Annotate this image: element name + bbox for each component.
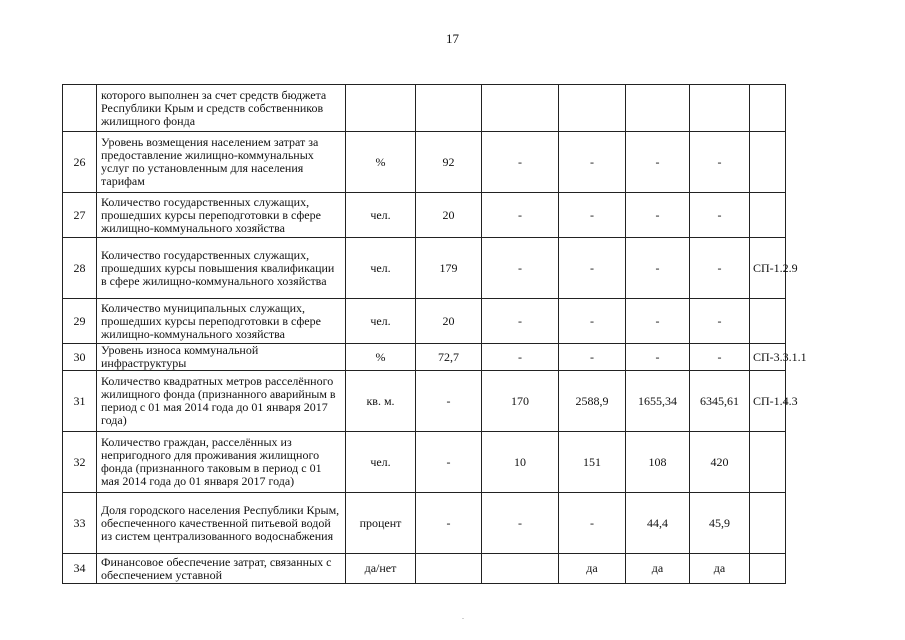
- year-3-value: 1655,34: [626, 371, 690, 432]
- table-row: [63, 371, 786, 432]
- year-1-value: -: [482, 193, 559, 238]
- unit-cell: да/нет: [346, 554, 416, 584]
- indicator-name: Доля городского населения Республики Крым, обеспеченного качественной питьевой водой из систем централизованного водоснабжения: [97, 493, 346, 554]
- year-1-value: [482, 85, 559, 132]
- year-2-value: да: [559, 554, 626, 584]
- year-4-value: 420: [690, 432, 750, 493]
- unit-cell: %: [346, 132, 416, 193]
- year-2-value: [559, 85, 626, 132]
- indicator-name: Количество государственных служащих, прошедших курсы переподготовки в сфере жилищно-коммунального хозяйства: [97, 193, 346, 238]
- year-2-value: -: [559, 132, 626, 193]
- year-1-value: 10: [482, 432, 559, 493]
- unit-cell: кв. м.: [346, 371, 416, 432]
- year-1-value: -: [482, 493, 559, 554]
- reference-code: [750, 132, 786, 193]
- row-number: 28: [63, 238, 97, 299]
- year-2-value: 151: [559, 432, 626, 493]
- year-1-value: [482, 554, 559, 584]
- reference-code: СП-1.2.9: [750, 238, 786, 299]
- base-value: 179: [416, 238, 482, 299]
- indicator-name: Количество квадратных метров расселённого жилищного фонда (признанного аварийным в период с 01 мая 2014 года до 01 января 2017 года): [97, 371, 346, 432]
- scan-mark: .: [462, 612, 464, 621]
- unit-cell: чел.: [346, 238, 416, 299]
- table-row: [63, 493, 786, 554]
- year-3-value: 108: [626, 432, 690, 493]
- indicators-table: [62, 84, 807, 584]
- year-3-value: [626, 85, 690, 132]
- year-4-value: 45,9: [690, 493, 750, 554]
- year-1-value: 170: [482, 371, 559, 432]
- row-number: 29: [63, 299, 97, 344]
- base-value: 20: [416, 299, 482, 344]
- unit-cell: [346, 85, 416, 132]
- year-4-value: [690, 85, 750, 132]
- reference-code: [750, 554, 786, 584]
- table-row: [63, 132, 786, 193]
- year-1-value: -: [482, 132, 559, 193]
- year-2-value: -: [559, 344, 626, 371]
- year-2-value: -: [559, 193, 626, 238]
- base-value: 20: [416, 193, 482, 238]
- indicator-name: Количество муниципальных служащих, прошедших курсы переподготовки в сфере жилищно-коммунального хозяйства: [97, 299, 346, 344]
- year-2-value: -: [559, 299, 626, 344]
- indicator-name: Количество государственных служащих, прошедших курсы повышения квалификации в сфере жилищно-коммунального хозяйства: [97, 238, 346, 299]
- year-4-value: да: [690, 554, 750, 584]
- table-row: [63, 344, 786, 371]
- year-3-value: -: [626, 193, 690, 238]
- row-number: [63, 85, 97, 132]
- year-4-value: -: [690, 238, 750, 299]
- table-row: [63, 299, 786, 344]
- year-3-value: -: [626, 132, 690, 193]
- row-number: 27: [63, 193, 97, 238]
- row-number: 32: [63, 432, 97, 493]
- unit-cell: чел.: [346, 193, 416, 238]
- indicator-name: Уровень возмещения населением затрат за предоставление жилищно-коммунальных услуг по установленным для населения тарифам: [97, 132, 346, 193]
- year-4-value: -: [690, 132, 750, 193]
- row-number: 30: [63, 344, 97, 371]
- year-2-value: -: [559, 493, 626, 554]
- unit-cell: %: [346, 344, 416, 371]
- table-row: [63, 432, 786, 493]
- base-value: 92: [416, 132, 482, 193]
- reference-code: [750, 493, 786, 554]
- year-2-value: -: [559, 238, 626, 299]
- reference-code: СП-3.3.1.1: [750, 344, 786, 371]
- reference-code: [750, 193, 786, 238]
- row-number: 33: [63, 493, 97, 554]
- year-1-value: -: [482, 344, 559, 371]
- base-value: -: [416, 371, 482, 432]
- year-4-value: -: [690, 344, 750, 371]
- year-1-value: -: [482, 299, 559, 344]
- base-value: -: [416, 493, 482, 554]
- page-number: 17: [446, 31, 459, 46]
- row-number: 26: [63, 132, 97, 193]
- year-1-value: -: [482, 238, 559, 299]
- reference-code: [750, 432, 786, 493]
- table-row: [63, 554, 786, 584]
- indicator-name: Финансовое обеспечение затрат, связанных с обеспечением уставной: [97, 554, 346, 584]
- table-row: [63, 85, 786, 132]
- year-3-value: 44,4: [626, 493, 690, 554]
- indicator-name: Количество граждан, расселённых из непригодного для проживания жилищного фонда (признанного таковым в период с 01 мая 2014 года до 01 января 2017 года): [97, 432, 346, 493]
- year-4-value: -: [690, 299, 750, 344]
- reference-code: СП-1.4.3: [750, 371, 786, 432]
- table-row: [63, 238, 786, 299]
- unit-cell: чел.: [346, 432, 416, 493]
- year-3-value: -: [626, 344, 690, 371]
- unit-cell: процент: [346, 493, 416, 554]
- year-2-value: 2588,9: [559, 371, 626, 432]
- year-3-value: да: [626, 554, 690, 584]
- reference-code: [750, 85, 786, 132]
- base-value: 72,7: [416, 344, 482, 371]
- indicator-name: которого выполнен за счет средств бюджета Республики Крым и средств собственников жилищного фонда: [97, 85, 346, 132]
- base-value: [416, 554, 482, 584]
- unit-cell: чел.: [346, 299, 416, 344]
- row-number: 34: [63, 554, 97, 584]
- year-3-value: -: [626, 238, 690, 299]
- base-value: -: [416, 432, 482, 493]
- year-4-value: -: [690, 193, 750, 238]
- reference-code: [750, 299, 786, 344]
- table-row: [63, 193, 786, 238]
- row-number: 31: [63, 371, 97, 432]
- year-3-value: -: [626, 299, 690, 344]
- year-4-value: 6345,61: [690, 371, 750, 432]
- base-value: [416, 85, 482, 132]
- indicator-name: Уровень износа коммунальной инфраструктуры: [97, 344, 346, 371]
